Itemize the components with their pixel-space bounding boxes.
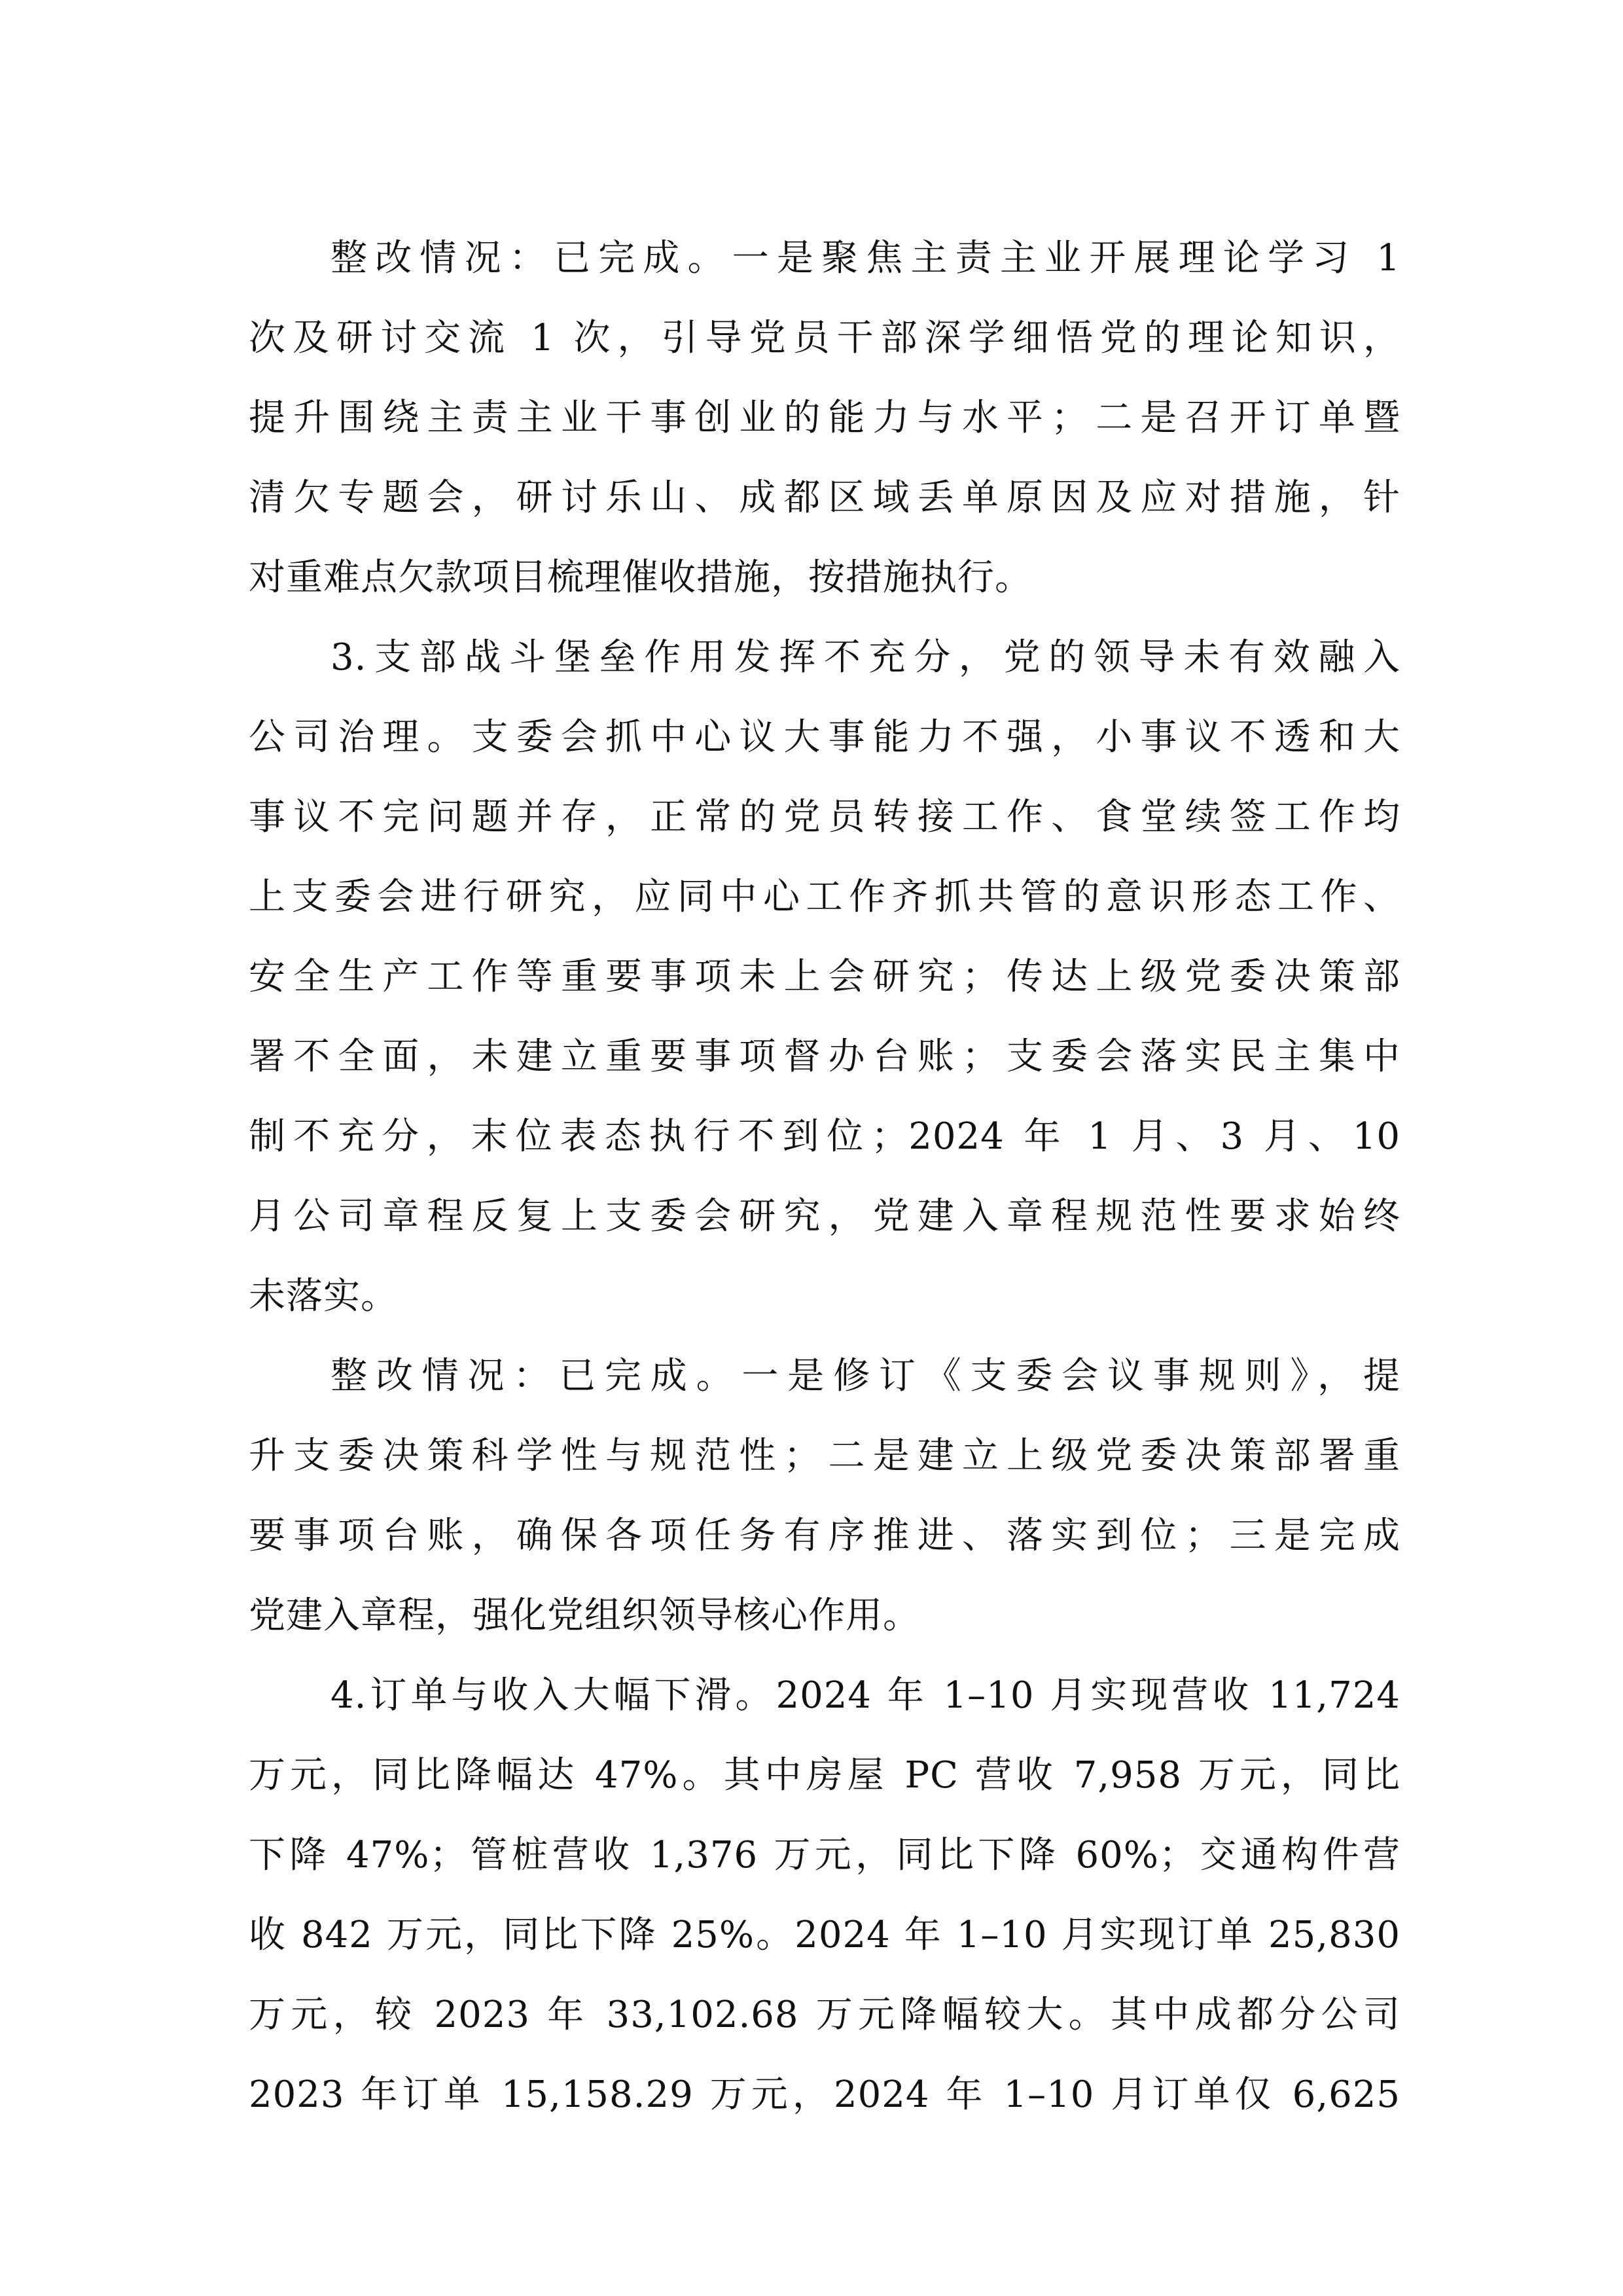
text-line: 署不全面，未建立重要事项督办台账；支委会落实民主集中 [249, 1035, 1400, 1078]
paragraph-issue-4 [249, 1656, 1400, 2135]
text-line: 清欠专题会，研讨乐山、成都区域丢单原因及应对措施，针 [249, 476, 1400, 519]
text-line: 万元，较 2023 年 33,102.68 万元降幅较大。其中成都分公司 [249, 1994, 1400, 2036]
text-line: 提升围绕主责主业干事创业的能力与水平；二是召开订单暨 [249, 397, 1400, 439]
text-line: 党建入章程，强化党组织领导核心作用。 [249, 1594, 920, 1637]
text-line: 4.订单与收入大幅下滑。2024 年 1–10 月实现营收 11,724 [330, 1674, 1400, 1717]
text-line: 对重难点欠款项目梳理催收措施，按措施执行。 [249, 556, 1032, 599]
text-line: 事议不完问题并存，正常的党员转接工作、食堂续签工作均 [249, 796, 1400, 838]
text-line: 收 842 万元，同比下降 25%。2024 年 1–10 月实现订单 25,830 [249, 1914, 1400, 1956]
paragraph-rectification-3 [249, 1336, 1400, 1656]
text-line: 要事项台账，确保各项任务有序推进、落实到位；三是完成 [249, 1515, 1400, 1557]
text-line: 未落实。 [249, 1275, 398, 1318]
text-line: 万元，同比降幅达 47%。其中房屋 PC 营收 7,958 万元，同比 [249, 1754, 1400, 1797]
paragraph-rectification-1 [249, 219, 1400, 618]
text-line: 次及研讨交流 1 次，引导党员干部深学细悟党的理论知识， [249, 317, 1400, 359]
paragraph-issue-3 [249, 618, 1400, 1336]
document-body [249, 219, 1400, 2135]
text-line: 整改情况：已完成。一是修订《支委会议事规则》，提 [330, 1355, 1400, 1397]
text-line: 升支委决策科学性与规范性；二是建立上级党委决策部署重 [249, 1435, 1400, 1477]
text-line: 月公司章程反复上支委会研究，党建入章程规范性要求始终 [249, 1195, 1400, 1238]
text-line: 制不充分，末位表态执行不到位；2024 年 1 月、3 月、10 [249, 1115, 1400, 1158]
text-line: 下降 47%；管桩营收 1,376 万元，同比下降 60%；交通构件营 [249, 1834, 1400, 1876]
text-line: 2023 年订单 15,158.29 万元，2024 年 1–10 月订单仅 6,625 [249, 2073, 1400, 2116]
text-line: 上支委会进行研究，应同中心工作齐抓共管的意识形态工作、 [249, 876, 1400, 918]
text-line: 公司治理。支委会抓中心议大事能力不强，小事议不透和大 [249, 716, 1400, 759]
text-line: 3.支部战斗堡垒作用发挥不充分，党的领导未有效融入 [330, 636, 1400, 679]
text-line: 整改情况：已完成。一是聚焦主责主业开展理论学习 1 [330, 237, 1400, 279]
text-line: 安全生产工作等重要事项未上会研究；传达上级党委决策部 [249, 956, 1400, 998]
